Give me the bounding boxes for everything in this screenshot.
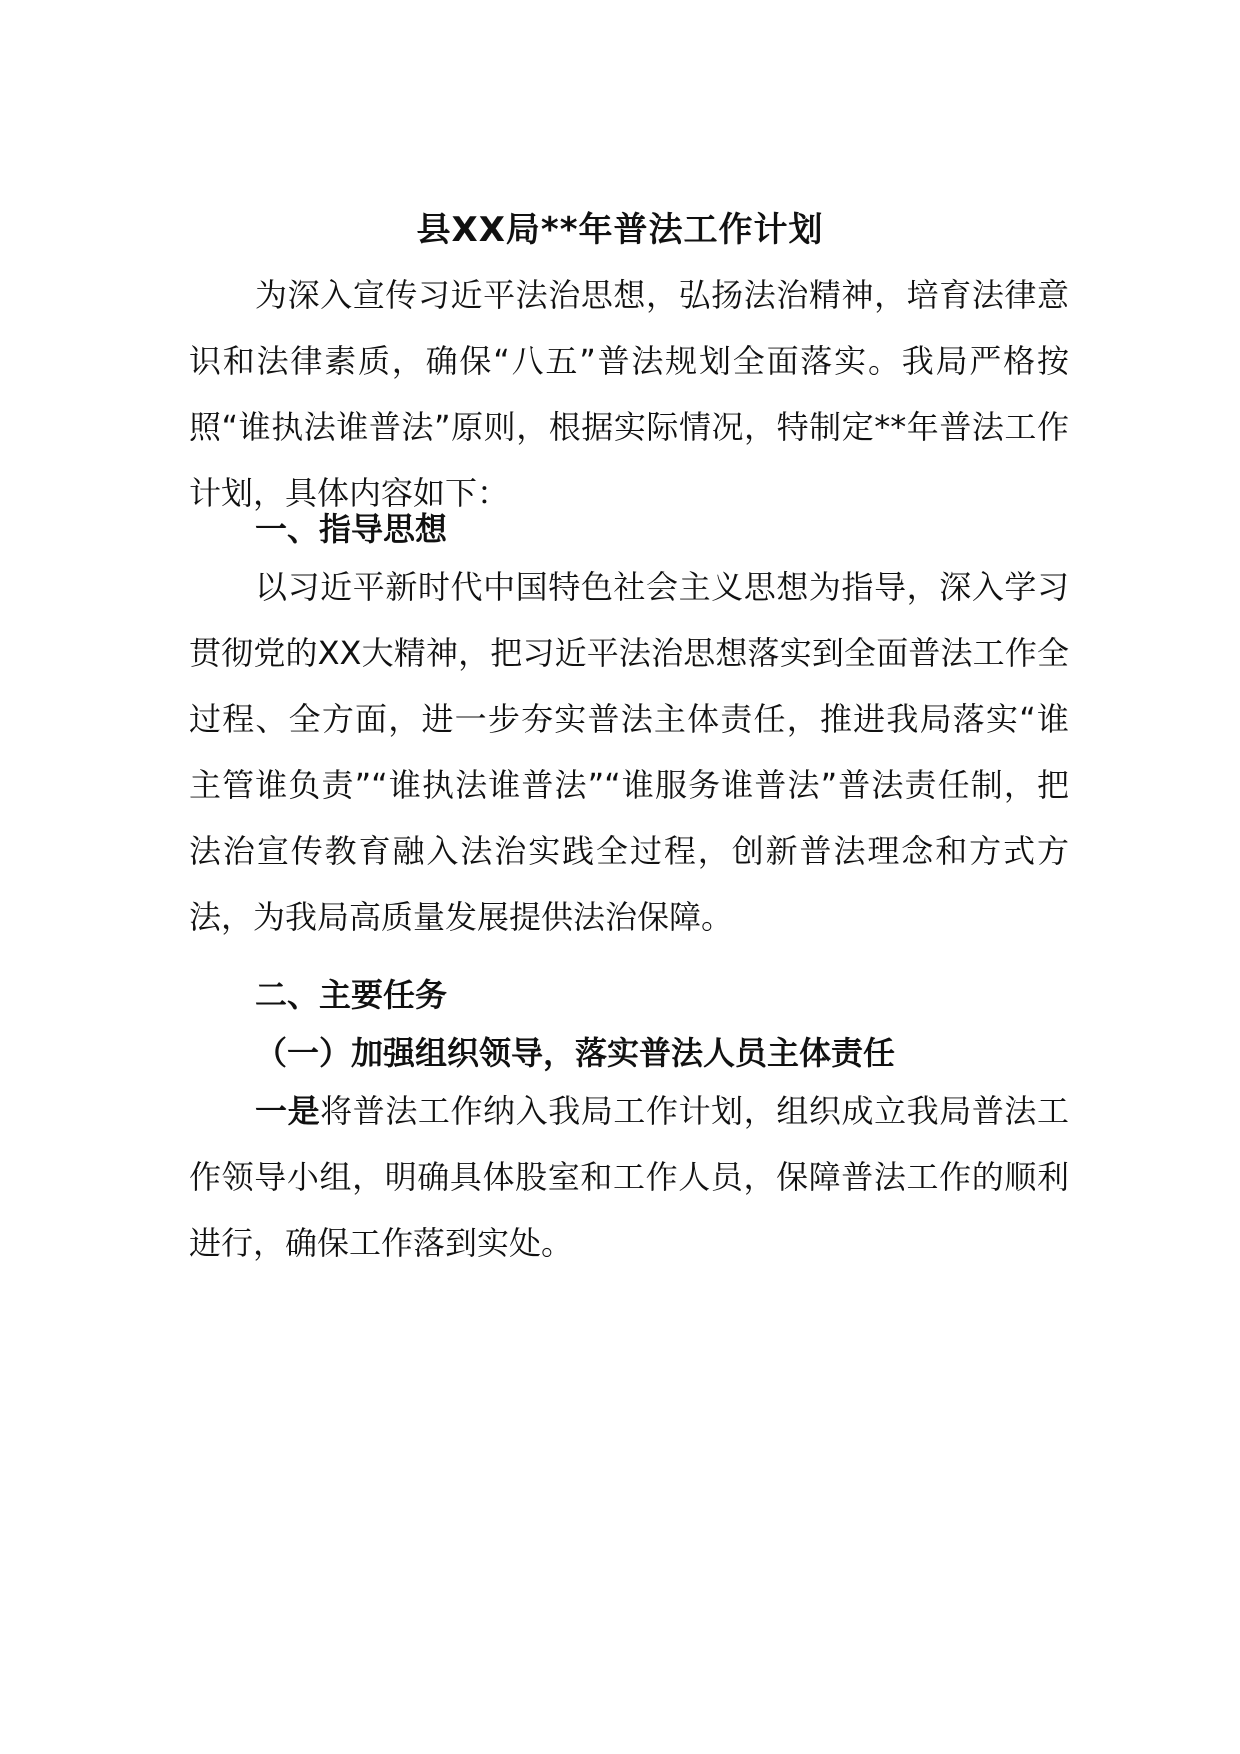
task-item-1-lead: 一是	[255, 1092, 321, 1130]
intro-paragraph: 为深入宣传习近平法治思想，弘扬法治精神，培育法律意识和法律素质，确保“八五”普法规划全面落实。我局严格按照“谁执法谁普法”原则，根据实际情况，特制定**年普法工作计划，具体内容如下：	[189, 276, 1069, 512]
subsection-heading-organization: （一）加强组织领导，落实普法人员主体责任	[255, 1034, 896, 1072]
task-item-1-body: 将普法工作纳入我局工作计划，组织成立我局普法工作领导小组，明确具体股室和工作人员，保障普法工作的顺利进行，确保工作落到实处。	[189, 1092, 1069, 1262]
guiding-thought-paragraph: 以习近平新时代中国特色社会主义思想为指导，深入学习贯彻党的XX大精神，把习近平法治思想落实到全面普法工作全过程、全方面，进一步夯实普法主体责任，推进我局落实“谁主管谁负责”“谁执法谁普法”“谁服务谁普法”普法责任制，把法治宣传教育融入法治实践全过程，创新普法理念和方式方法，为我局高质量发展提供法治保障。	[189, 568, 1069, 936]
task-item-1	[189, 1078, 1069, 1276]
section-heading-main-tasks: 二、主要任务	[255, 976, 448, 1014]
document-title: 县XX局**年普法工作计划	[416, 210, 824, 250]
section-heading-guiding-thought: 一、指导思想	[255, 510, 448, 548]
